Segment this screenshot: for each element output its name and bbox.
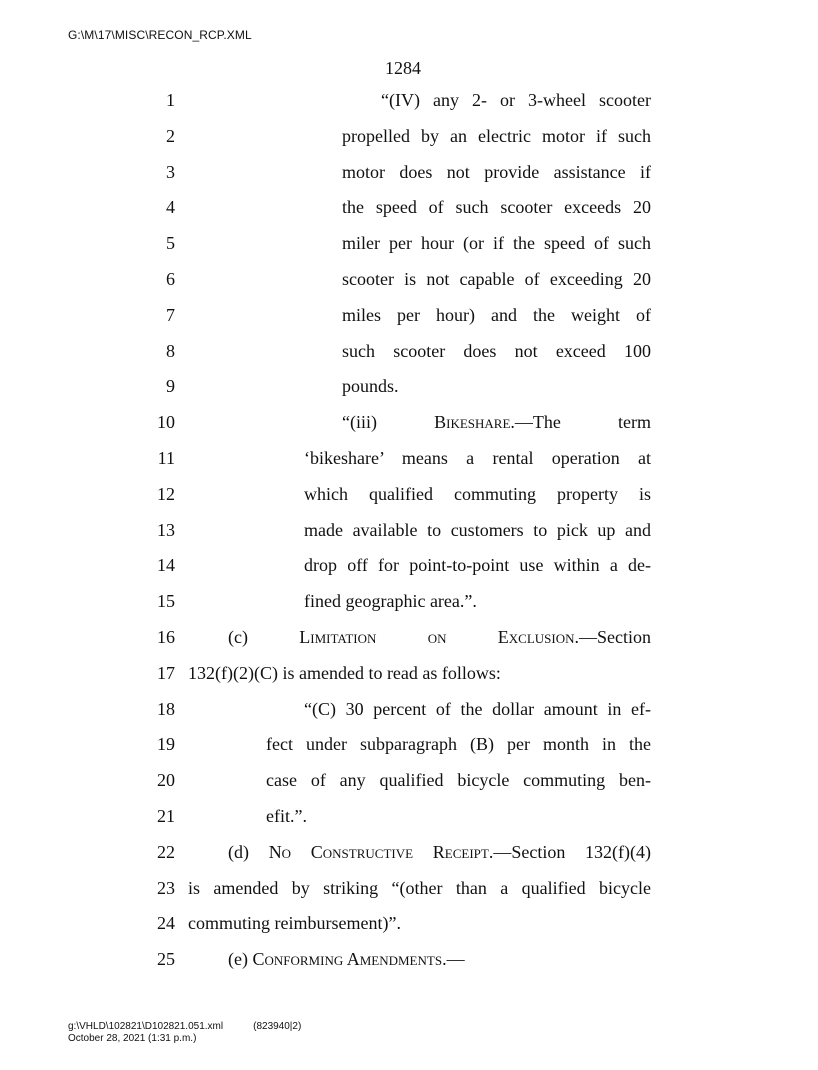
line-number: 9 bbox=[166, 376, 175, 397]
text-line-5 bbox=[0, 226, 818, 262]
line-text: fined geographic area.”. bbox=[304, 591, 477, 612]
line-text: motor does not provide assistance if bbox=[342, 161, 651, 182]
bill-text-body bbox=[0, 83, 818, 978]
text-line-11 bbox=[0, 441, 818, 477]
line-number: 4 bbox=[166, 197, 175, 218]
subsection-heading: No Constructive Receipt bbox=[268, 841, 489, 862]
text-line-12 bbox=[0, 477, 818, 513]
line-number: 8 bbox=[166, 340, 175, 361]
subsection-heading: Limitation on Exclusion bbox=[299, 626, 575, 647]
text-line-24 bbox=[0, 906, 818, 942]
text-line-13 bbox=[0, 513, 818, 549]
text-line-1 bbox=[0, 83, 818, 119]
line-number: 7 bbox=[166, 304, 175, 325]
text-line-18 bbox=[0, 692, 818, 728]
text-line-15 bbox=[0, 584, 818, 620]
page-number: 1284 bbox=[385, 58, 421, 78]
subclause-designation: “(iii) bbox=[342, 412, 435, 433]
line-number: 6 bbox=[166, 268, 175, 289]
line-text: drop off for point-to-point use within a de- bbox=[304, 555, 651, 576]
line-text: which qualified commuting property is bbox=[304, 483, 651, 504]
line-text bbox=[228, 835, 651, 871]
line-text bbox=[228, 620, 651, 656]
text-line-7 bbox=[0, 298, 818, 334]
line-number: 21 bbox=[157, 805, 175, 826]
text-line-23 bbox=[0, 871, 818, 907]
line-number: 18 bbox=[157, 698, 175, 719]
heading-continuation: .—The term bbox=[510, 412, 651, 433]
line-number: 5 bbox=[166, 233, 175, 254]
heading-continuation: .— bbox=[442, 949, 465, 970]
line-number: 25 bbox=[157, 949, 175, 970]
line-number: 2 bbox=[166, 125, 175, 146]
text-line-4 bbox=[0, 190, 818, 226]
footer-file-row bbox=[68, 1021, 301, 1033]
subsection-designation: (d) bbox=[228, 841, 269, 862]
footer-document-code: (823940|2) bbox=[253, 1021, 302, 1032]
file-path-header: G:\M\17\MISC\RECON_RCP.XML bbox=[68, 28, 252, 42]
line-text: the speed of such scooter exceeds 20 bbox=[342, 197, 651, 218]
line-text: scooter is not capable of exceeding 20 bbox=[342, 268, 651, 289]
line-text: such scooter does not exceed 100 bbox=[342, 340, 651, 361]
text-line-22 bbox=[0, 835, 818, 871]
text-line-17 bbox=[0, 656, 818, 692]
line-number: 24 bbox=[157, 913, 175, 934]
line-text: is amended by striking “(other than a qualified bicycle bbox=[188, 877, 651, 898]
line-text: miles per hour) and the weight of bbox=[342, 304, 651, 325]
subsection-heading: Conforming Amendments bbox=[252, 949, 443, 970]
text-line-21 bbox=[0, 799, 818, 835]
text-line-20 bbox=[0, 763, 818, 799]
text-line-9 bbox=[0, 369, 818, 405]
line-number: 17 bbox=[157, 662, 175, 683]
line-number: 19 bbox=[157, 734, 175, 755]
footer-date: October 28, 2021 (1:31 p.m.) bbox=[68, 1033, 197, 1044]
text-line-14 bbox=[0, 548, 818, 584]
line-text: propelled by an electric motor if such bbox=[342, 125, 651, 146]
subsection-designation: (c) bbox=[228, 626, 300, 647]
line-number: 22 bbox=[157, 841, 175, 862]
text-line-3 bbox=[0, 155, 818, 191]
text-line-6 bbox=[0, 262, 818, 298]
line-text: miler per hour (or if the speed of such bbox=[342, 233, 651, 254]
line-text: commuting reimbursement)”. bbox=[188, 913, 401, 934]
line-number: 23 bbox=[157, 877, 175, 898]
line-number: 3 bbox=[166, 161, 175, 182]
line-number: 11 bbox=[157, 447, 175, 468]
line-number: 14 bbox=[157, 555, 175, 576]
text-line-8 bbox=[0, 334, 818, 370]
line-number: 1 bbox=[166, 90, 175, 110]
line-text bbox=[228, 942, 651, 978]
footer-file-path: g:\VHLD\102821\D102821.051.xml bbox=[68, 1021, 224, 1032]
line-number: 12 bbox=[157, 483, 175, 504]
document-footer bbox=[68, 1021, 301, 1045]
line-text: “(C) 30 percent of the dollar amount in ef- bbox=[304, 698, 651, 719]
line-text: pounds. bbox=[342, 376, 399, 397]
line-text: made available to customers to pick up and bbox=[304, 519, 651, 540]
text-line-19 bbox=[0, 727, 818, 763]
line-number: 13 bbox=[157, 519, 175, 540]
line-number: 20 bbox=[157, 770, 175, 791]
text-line-16 bbox=[0, 620, 818, 656]
text-line-10 bbox=[0, 405, 818, 441]
heading-continuation: .—Section 132(f)(4) bbox=[488, 841, 651, 862]
line-text: efit.”. bbox=[266, 805, 307, 826]
line-text bbox=[342, 405, 651, 441]
text-line-2 bbox=[0, 119, 818, 155]
line-text: 132(f)(2)(C) is amended to read as follows: bbox=[188, 662, 501, 683]
line-text: “(IV) any 2- or 3-wheel scooter bbox=[381, 90, 651, 110]
subsection-designation: (e) bbox=[228, 949, 253, 970]
heading-continuation: .—Section bbox=[574, 626, 651, 647]
line-number: 15 bbox=[157, 591, 175, 612]
line-text: ‘bikeshare’ means a rental operation at bbox=[304, 447, 651, 468]
line-number: 16 bbox=[157, 626, 175, 647]
line-number: 10 bbox=[157, 412, 175, 433]
text-line-25 bbox=[0, 942, 818, 978]
defined-term-heading: Bikeshare bbox=[434, 412, 511, 433]
line-text: fect under subparagraph (B) per month in the bbox=[266, 734, 651, 755]
line-text: case of any qualified bicycle commuting ben- bbox=[266, 770, 651, 791]
